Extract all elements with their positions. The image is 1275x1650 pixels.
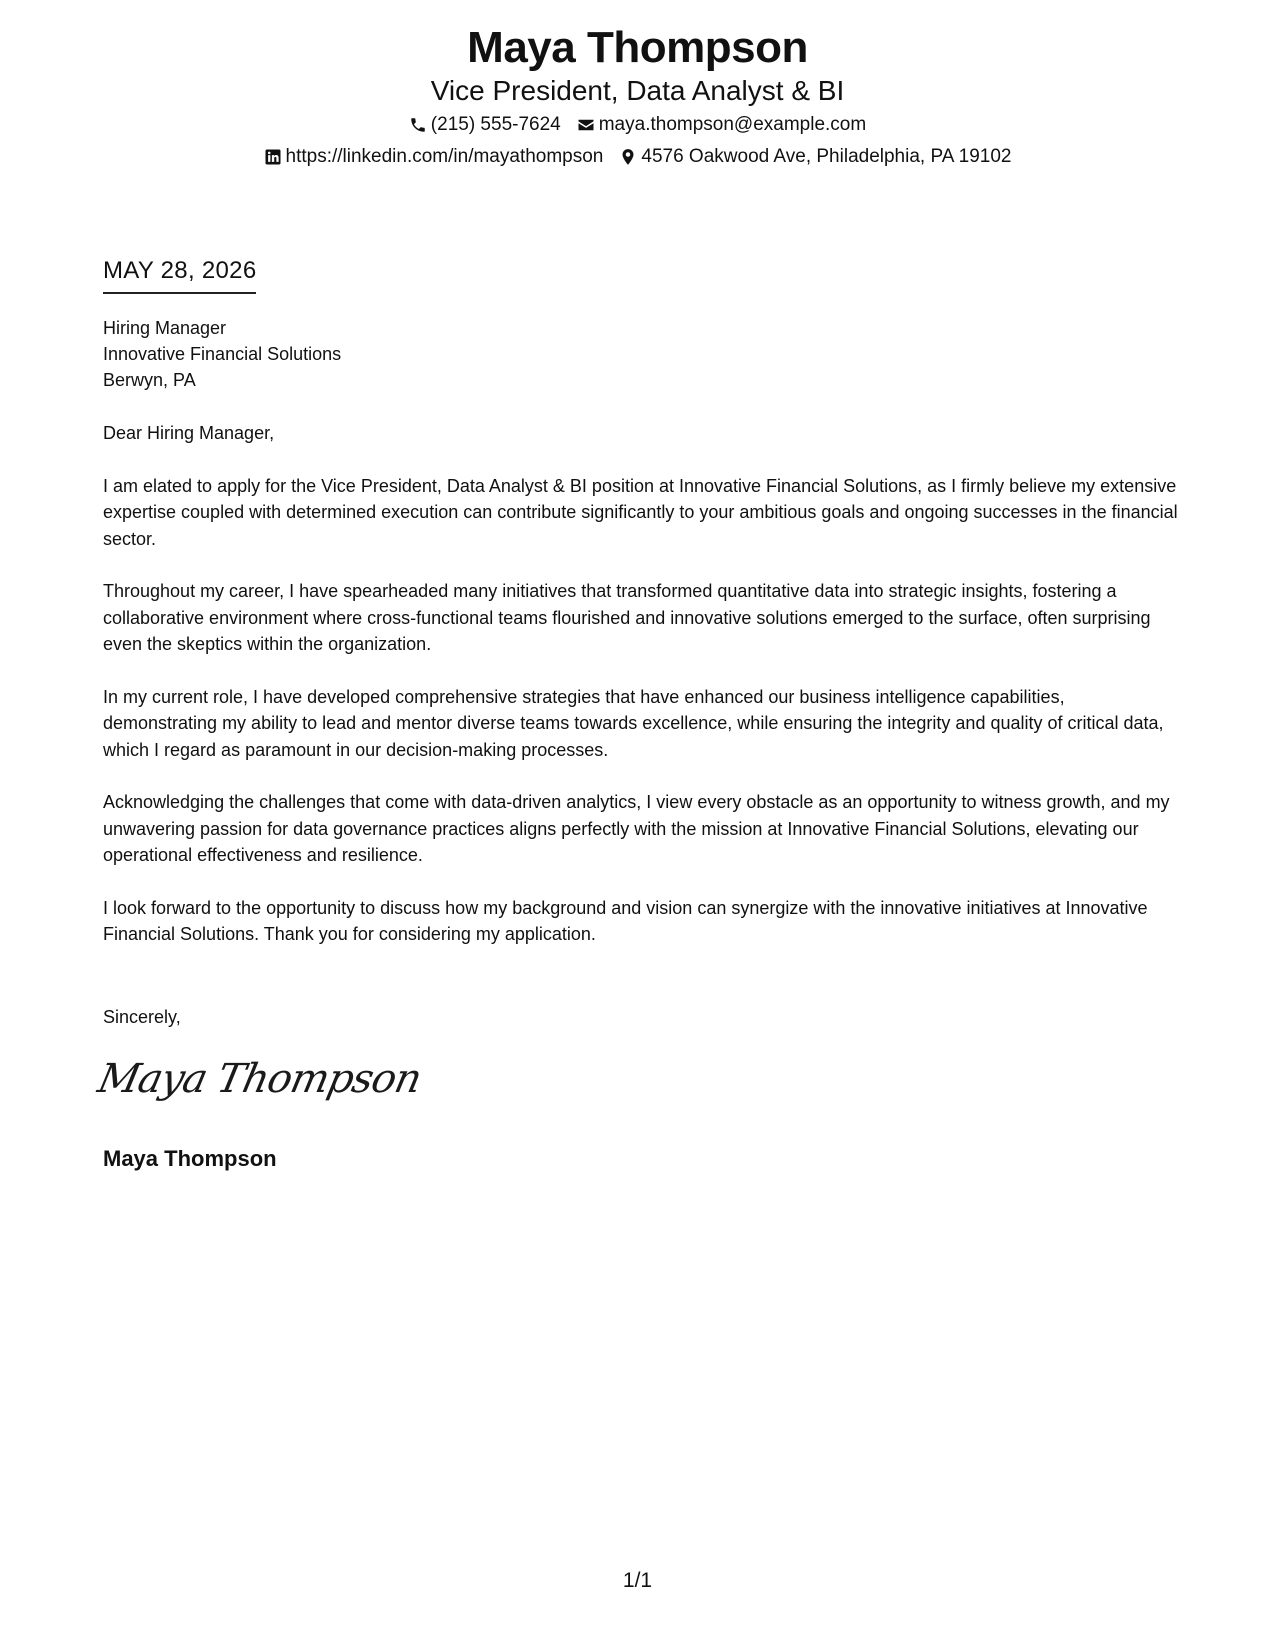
address-contact bbox=[619, 144, 1011, 170]
phone-number: (215) 555-7624 bbox=[430, 114, 561, 135]
handwritten-signature bbox=[93, 1050, 426, 1110]
linkedin-contact bbox=[264, 144, 604, 170]
contact-row-primary bbox=[0, 112, 1275, 138]
recipient-title: Hiring Manager bbox=[103, 318, 227, 338]
envelope-icon bbox=[577, 116, 595, 134]
letter-date: MAY 28, 2026 bbox=[103, 256, 256, 294]
email-contact bbox=[577, 112, 866, 138]
body-paragraph: I am elated to apply for the Vice President, Data Analyst & BI position at Innovative Financial Solutions, as I firmly believe my extensive expertise coupled with determined execution can contribute significantly to your ambitious goals and ongoing successes in the financial sector. bbox=[103, 475, 1178, 549]
applicant-role: Vice President, Data Analyst & BI bbox=[430, 75, 845, 106]
recipient-location: Berwyn, PA bbox=[103, 370, 196, 390]
linkedin-url: https://linkedin.com/in/mayathompson bbox=[285, 146, 604, 167]
signer-name: Maya Thompson bbox=[103, 1146, 277, 1171]
phone-icon bbox=[409, 116, 427, 134]
salutation: Dear Hiring Manager, bbox=[103, 423, 275, 443]
recipient-block bbox=[103, 315, 341, 393]
map-marker-icon bbox=[619, 148, 637, 166]
body-paragraph: In my current role, I have developed comprehensive strategies that have enhanced our business intelligence capabilities, demonstrating my ability to lead and mentor diverse teams towards excellence, while ensuring the integrity and quality of critical data, which I regard as paramount in our decision-making processes. bbox=[103, 686, 1164, 760]
email-address: maya.thompson@example.com bbox=[598, 114, 867, 135]
page-number: 1/1 bbox=[622, 1569, 653, 1592]
linkedin-icon bbox=[264, 148, 282, 166]
closing-line: Sincerely, bbox=[103, 1007, 181, 1027]
recipient-company: Innovative Financial Solutions bbox=[103, 344, 342, 364]
body-paragraph: I look forward to the opportunity to discuss how my background and vision can synergize with the innovative initiatives at Innovative Financial Solutions. Thank you for considering my application. bbox=[103, 897, 1148, 944]
contact-row-secondary bbox=[0, 144, 1275, 170]
body-paragraph: Acknowledging the challenges that come with data-driven analytics, I view every obstacle as an opportunity to witness growth, and my unwavering passion for data governance practices aligns perfectly with the mission at Innovative Financial Solutions, elevating our operational effectiveness and resilience. bbox=[103, 792, 1170, 865]
svg-text:Maya Thompson: Maya Thompson bbox=[93, 1054, 426, 1102]
body-paragraph: Throughout my career, I have spearheaded many initiatives that transformed quantitative data into strategic insights, fostering a collaborative environment where cross-functional teams flourished and innovative solutions emerged to the surface, often surprising even the skeptics within the organization. bbox=[103, 581, 1151, 654]
applicant-name: Maya Thompson bbox=[467, 23, 808, 72]
phone-contact bbox=[409, 112, 561, 138]
letter-header bbox=[0, 22, 1275, 170]
postal-address: 4576 Oakwood Ave, Philadelphia, PA 19102 bbox=[641, 146, 1012, 167]
letter-body bbox=[103, 420, 1183, 974]
